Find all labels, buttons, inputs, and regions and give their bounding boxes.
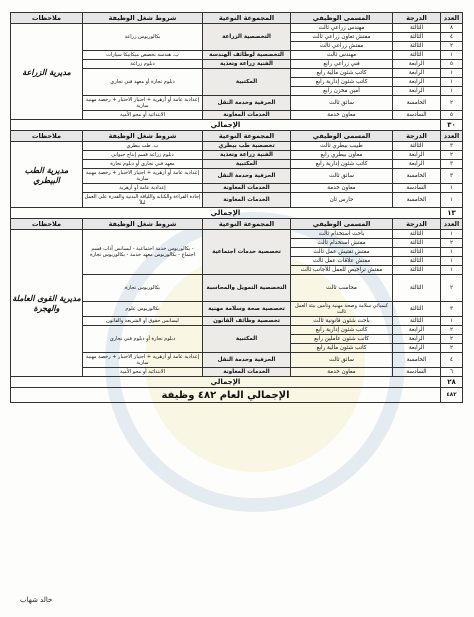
table-header-cell: العدد (441, 131, 463, 142)
table-cell: ١ (441, 184, 463, 193)
table-cell: معهد فني تجاري أو دبلوم تجارة (83, 160, 203, 169)
table-header-cell: المسمى الوظيفي (291, 219, 393, 230)
table-cell: الثالثة (393, 142, 441, 151)
table-cell: تخصصية وظائف القانون (203, 317, 291, 326)
table-cell: التخصصية التمويل والمحاسبة (203, 275, 291, 302)
table-header-cell: ملاحظات (11, 219, 83, 230)
table-cell: الرابعة (393, 160, 441, 169)
table-cell: دبلوم تجارة أو دبلوم فني تجاري (83, 326, 203, 353)
table-cell: مهندس ثالث (291, 51, 393, 60)
table-cell: ٢ (441, 239, 463, 248)
table-cell: دبلوم زراعة (83, 60, 203, 69)
table-cell: طبيب بيطري ثالث (291, 142, 393, 151)
table-cell: سائق ثالث (291, 96, 393, 111)
table-cell: الرابعة (393, 326, 441, 335)
table-header-cell: الدرجة (393, 131, 441, 142)
table-cell: تخصصية صحة وسلامة مهنية (203, 302, 291, 317)
table-cell: ب. هندسة تخصص ميكانيكا سيارات (83, 51, 203, 60)
section-total-row (11, 377, 463, 388)
table-header-cell: المجموعة النوعية (203, 219, 291, 230)
table-header-cell: شروط شغل الوظيفة (83, 219, 203, 230)
table-cell: ٢ (441, 275, 463, 302)
table-cell: ٨ (441, 24, 463, 33)
table-cell: كاتب شئون مالية رابع (291, 344, 393, 353)
table-cell: ٣ (441, 169, 463, 184)
table-cell: ٢ (441, 42, 463, 51)
table-cell: بكالوريوس تجارة (83, 275, 203, 302)
table-cell: الخامسة (393, 353, 441, 368)
table-cell: الرابعة (393, 87, 441, 96)
table-cell: ١ (441, 69, 463, 78)
table-cell: ١ (441, 266, 463, 275)
table-cell: باحث شئون قانونية ثالث (291, 317, 393, 326)
table-cell: أمين مخزن رابع (291, 87, 393, 96)
table-cell: إعدادية عامة أو أزهرية + اجتياز الاختبار + رخصة مهنية سارية (83, 169, 203, 184)
grand-total-value: ٤٨٢ (441, 388, 463, 403)
table-cell: سائق ثالث (291, 169, 393, 184)
table-cell: الثالثة (393, 257, 441, 266)
table-cell: كاتب شئون إدارية رابع (291, 160, 393, 169)
table-cell: الثالثة (393, 24, 441, 33)
table-cell: ٣ (441, 142, 463, 151)
table-cell: الفنية زراعة وتغذية (203, 151, 291, 160)
table-cell: معاون خدمة (291, 368, 393, 377)
table-header-cell: شروط شغل الوظيفة (83, 131, 203, 142)
section-total-label: الإجمالي (11, 120, 441, 131)
table-cell: ٢ (441, 151, 463, 160)
table-cell: الثالثة (393, 42, 441, 51)
table-cell: السادسة (393, 184, 441, 193)
table-cell: المكتبية (203, 69, 291, 96)
grand-total-label: الإجمالي العام ٤٨٢ وظيفة (11, 388, 441, 403)
table-cell: الثالثة (393, 266, 441, 275)
table-cell: ب. طب بيطري (83, 142, 203, 151)
table-cell: الحرفية وخدمة النقل (203, 353, 291, 368)
table-cell: كاتب شئون إدارية رابع (291, 78, 393, 87)
table-header-cell: المجموعة النوعية (203, 131, 291, 142)
table-cell: الخامسة (393, 169, 441, 184)
table-cell: مفتش استخدام ثالث (291, 239, 393, 248)
table-cell: الثالثة (393, 239, 441, 248)
section-total: ٣٠ (441, 120, 463, 131)
table-cell: مفتش علاقات عمل ثالث (291, 257, 393, 266)
table-cell: مهندس زراعي ثالث (291, 24, 393, 33)
table-cell: - بكالوريوس خدمة اجتماعية - ليسانس آداب قسم اجتماع - بكالوريوس معهد خدمة - بكالوريوس تجارة (83, 230, 203, 275)
table-cell: الفنية زراعة وتغذية (203, 60, 291, 69)
table-cell: ١ (441, 193, 463, 208)
table-header-row (11, 13, 463, 24)
table-cell: التخصصية الزراعة (203, 24, 291, 51)
table-cell: الرابعة (393, 151, 441, 160)
table-header-cell: ملاحظات (11, 131, 83, 142)
table-header-row (11, 219, 463, 230)
table-cell: حارس ثان (291, 193, 393, 208)
table-cell: معاون خدمة (291, 184, 393, 193)
table-cell: الخامسة (393, 96, 441, 111)
section-total-label: الإجمالي (11, 377, 441, 388)
table-cell: الثالثة (393, 33, 441, 42)
table-cell: السادسة (393, 368, 441, 377)
document-page (10, 12, 462, 602)
table-cell: ٣ (441, 302, 463, 317)
table-cell: الثالثة (393, 317, 441, 326)
table-cell: ١ (441, 248, 463, 257)
table-cell: إعدادية عامة أو أزهرية + اجتياز الاختبار + رخصة مهنية سارية (83, 96, 203, 111)
grand-total-row (11, 388, 463, 403)
table-cell: كاتب شئون مالية رابع (291, 69, 393, 78)
table-cell: الثالثة (393, 230, 441, 239)
table-cell: كيميائي سلامة وصحة مهنية وتأمين بيئة العمل ثالث (291, 302, 393, 317)
table-cell: ٤ (441, 33, 463, 42)
table-row (11, 24, 463, 33)
section-total-label: الإجمالي (11, 208, 441, 219)
table-cell: ١ (441, 78, 463, 87)
table-cell: فني زراعي رابع (291, 60, 393, 69)
table-cell: الثالثة (393, 248, 441, 257)
jobs-table (10, 12, 463, 403)
table-header-cell: المسمى الوظيفي (291, 131, 393, 142)
table-cell: ٣ (441, 160, 463, 169)
table-cell: الخدمات المعاونة (203, 111, 291, 120)
table-cell: تخصصية خدمات اجتماعية (203, 230, 291, 275)
table-cell: مفتش زراعي ثالث (291, 42, 393, 51)
table-cell: تخصصية طب بيطري (203, 142, 291, 151)
table-cell: ١ (441, 257, 463, 266)
col-cond: شروط شغل الوظيفة (83, 13, 203, 24)
table-cell: الرابعة (393, 335, 441, 344)
table-cell: ٥ (441, 60, 463, 69)
table-cell: محاسب ثالث (291, 275, 393, 302)
table-cell: الخامسة (393, 193, 441, 208)
section-total-row (11, 208, 463, 219)
table-cell: ١ (441, 317, 463, 326)
section-total-row (11, 120, 463, 131)
table-cell: كاتب شئون عاملين رابع (291, 335, 393, 344)
col-group: المجموعة النوعية (203, 13, 291, 24)
table-cell: الرابعة (393, 60, 441, 69)
table-cell: إجادة القراءة والكتابة واللياقة البدنية والقدرة على العمل ليلاً (83, 193, 203, 208)
table-cell: الحرفية وخدمة النقل (203, 169, 291, 184)
table-cell: السادسة (393, 111, 441, 120)
table-row (11, 230, 463, 239)
table-header-row (11, 131, 463, 142)
table-cell: دبلوم تجارة أو معهد فني تجاري (83, 69, 203, 96)
table-cell: إعدادية عامة أو أزهرية (83, 184, 203, 193)
table-cell: المكتبية (203, 326, 291, 353)
department-label: مديرية القوى العاملة والهجرة (11, 230, 83, 377)
table-cell: باحث استخدام ثالث (291, 230, 393, 239)
table-cell: ٢ (441, 344, 463, 353)
col-title: المسمى الوظيفي (291, 13, 393, 24)
department-label: مديرية الطب البيطري (11, 142, 83, 208)
table-cell: المكتبية (203, 160, 291, 169)
table-cell: ٦ (441, 368, 463, 377)
section-total: ١٣ (441, 208, 463, 219)
table-cell: كاتب شئون إدارية رابع (291, 326, 393, 335)
table-cell: إعدادية عامة أو أزهرية + اجتياز الاختبار + رخصة مهنية سارية (83, 353, 203, 368)
table-cell: معاون خدمة (291, 111, 393, 120)
col-notes: ملاحظات (11, 13, 83, 24)
table-cell: ١ (441, 230, 463, 239)
col-grade: الدرجة (393, 13, 441, 24)
table-row (11, 142, 463, 151)
table-cell: الخدمات المعاونة (203, 184, 291, 193)
table-cell: ٢ (441, 96, 463, 111)
department-label: مديرية الزراعة (11, 24, 83, 120)
table-cell: الرابعة (393, 344, 441, 353)
table-cell: الثالثة (393, 51, 441, 60)
table-cell: ٢ (441, 335, 463, 344)
table-cell: الثالثة (393, 302, 441, 317)
table-cell: ٥ (441, 111, 463, 120)
table-cell: الحرفية وخدمة النقل (203, 96, 291, 111)
table-cell: الرابعة (393, 78, 441, 87)
table-cell: التخصصية لوظائف الهندسة (203, 51, 291, 60)
table-cell: الابتدائية أو محو الأمية (83, 368, 203, 377)
table-cell: دبلوم زراعة قسم إنتاج حيواني (83, 151, 203, 160)
table-cell: مفتش تعاون زراعي ثالث (291, 33, 393, 42)
table-cell: ليسانس حقوق أو الشريعة والقانون (83, 317, 203, 326)
table-cell: الابتدائية أو محو الأمية (83, 111, 203, 120)
table-cell: الخدمات المعاونة (203, 193, 291, 208)
table-header-cell: الدرجة (393, 219, 441, 230)
signature: خالد شهاب (20, 596, 53, 604)
table-cell: ٢ (441, 326, 463, 335)
table-cell: مفتش تراخيص للعمل للأجانب ثالث (291, 266, 393, 275)
table-cell: الثالثة (393, 275, 441, 302)
table-header-cell: العدد (441, 219, 463, 230)
section-total: ٢٨ (441, 377, 463, 388)
table-cell: الخدمات المعاونة (203, 368, 291, 377)
table-cell: ١ (441, 87, 463, 96)
table-cell: مفتش تفتيش عمل ثالث (291, 248, 393, 257)
table-cell: ٤ (441, 353, 463, 368)
table-cell: الرابعة (393, 69, 441, 78)
table-cell: بكالوريوس زراعة (83, 24, 203, 51)
table-cell: ١ (441, 51, 463, 60)
col-num: العدد (441, 13, 463, 24)
table-cell: سائق ثالث (291, 353, 393, 368)
table-cell: بكالوريوس علوم (83, 302, 203, 317)
table-cell: معاون بيطري رابع (291, 151, 393, 160)
